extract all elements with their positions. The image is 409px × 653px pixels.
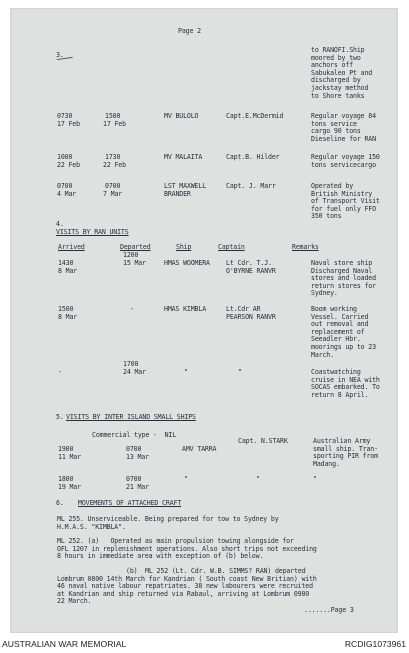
section-number: 3. bbox=[56, 51, 64, 59]
departure-time: 1730 bbox=[105, 153, 121, 161]
paragraph-text: ML 252. (a) Operated as main propulsion towing alongside for bbox=[57, 537, 294, 545]
remarks-text: replacement of bbox=[311, 327, 365, 336]
arrival-time: - bbox=[58, 368, 62, 376]
remarks-text: tons servicecargo bbox=[311, 160, 376, 169]
master-name: Capt.B. Hilder bbox=[226, 153, 280, 161]
paragraph-text: H.M.A.S. "KIMBLA". bbox=[57, 522, 126, 531]
arrival-date: 4 Mar bbox=[57, 189, 77, 198]
departure-date: 7 Mar bbox=[103, 189, 123, 198]
remarks-text: Discharged Naval bbox=[311, 266, 373, 275]
section-heading: VISITS BY RAN UNITS bbox=[56, 228, 129, 236]
captain-name: O'BYRNE RANVR bbox=[226, 266, 276, 275]
arrival-time: 0700 bbox=[57, 182, 73, 190]
remarks-text: cruise in NEA with bbox=[311, 375, 380, 384]
remarks-text: stores and loaded bbox=[311, 274, 376, 283]
departure-time: 1200 bbox=[123, 251, 139, 260]
paragraph-text: at Kandrian and ship returned via Rabaul, arriving at Lombrum 0900 bbox=[57, 589, 310, 598]
ship-name: HMAS WOOMERA bbox=[164, 259, 210, 267]
column-header: Remarks bbox=[292, 243, 319, 251]
remarks-text: cargo 90 tons bbox=[311, 127, 361, 136]
archive-name: AUSTRALIAN WAR MEMORIAL bbox=[2, 639, 127, 649]
section-number: 4. bbox=[56, 220, 64, 228]
paragraph-text: ML 255. Unserviceable. Being prepared for tow to Sydney by bbox=[57, 515, 279, 523]
remarks-text: to RANOFI.Ship bbox=[311, 46, 365, 54]
remarks-text: Boom working bbox=[311, 305, 357, 313]
remarks-text: Sabukaleo Pt and bbox=[311, 68, 373, 77]
departure-date: 22 Feb bbox=[103, 160, 126, 169]
remarks-text: British Ministry bbox=[311, 189, 373, 198]
remarks-text: small ship. Tran- bbox=[313, 444, 378, 453]
remarks-text: return stores for bbox=[311, 281, 376, 290]
commercial-type-line: Commercial type - NIL bbox=[92, 431, 177, 439]
remarks-text: Australian Army bbox=[313, 437, 371, 445]
remarks-text: Operated by bbox=[311, 182, 354, 190]
remarks-text: SOCAS embarked. To bbox=[311, 383, 380, 392]
arrival-time: 19 Mar bbox=[58, 482, 81, 491]
captain-name: Lt.Cdr AR bbox=[226, 305, 261, 313]
remarks-text: out removal and bbox=[311, 320, 369, 329]
paragraph-text: 8 hours in immediate area with exception of (b) below. bbox=[57, 552, 264, 561]
remarks-text: moored by two bbox=[311, 53, 361, 62]
remarks-text: Dieseline for RAN bbox=[311, 134, 376, 143]
remarks-text: moorings up to 23 bbox=[311, 343, 376, 351]
remarks-text: tons service bbox=[311, 119, 357, 128]
remarks-text: sporting PIR from bbox=[313, 452, 378, 461]
captain-name: Capt. N.STARK bbox=[238, 437, 288, 445]
captain-name: Lt Cdr. T.J. bbox=[226, 259, 272, 267]
remarks-text: discharged by bbox=[311, 76, 361, 85]
paragraph-text: Lombrum 0800 14th March for Kandrian ( South coast New Britian) with bbox=[57, 574, 317, 583]
arrival-date: 17 Feb bbox=[57, 119, 80, 128]
archive-footer bbox=[0, 635, 409, 653]
departure-time: 1500 bbox=[105, 112, 121, 120]
remarks-text: Vessel. Carried bbox=[311, 312, 369, 321]
section-number: 6. bbox=[56, 499, 64, 507]
ship-name: BRANDER bbox=[164, 189, 191, 198]
arrival-time: 1500 bbox=[58, 305, 74, 313]
arrival-time: 1430 bbox=[58, 259, 74, 267]
captain-name: " bbox=[238, 368, 242, 376]
arrival-time: 11 Mar bbox=[58, 452, 81, 461]
column-header: Arrived bbox=[58, 243, 85, 251]
departure-time: 13 Mar bbox=[126, 452, 149, 461]
captain-name: " bbox=[256, 475, 260, 483]
remarks-text: March. bbox=[311, 350, 334, 359]
master-name: Capt. J. Marr bbox=[226, 182, 276, 190]
departure-time: 15 Mar bbox=[123, 259, 146, 267]
arrival-time: 0730 bbox=[57, 112, 73, 120]
ship-name: " bbox=[184, 475, 188, 483]
captain-name: PEARSON RANVR bbox=[226, 312, 276, 321]
remarks-text: Seeadler Hbr. bbox=[311, 335, 361, 344]
remarks-text: return 8 April. bbox=[311, 390, 369, 399]
departure-time: 21 Mar bbox=[126, 482, 149, 491]
paragraph-text: (b) ML 252 (Lt. Cdr. W.B. SIMMS? RAN) departed bbox=[126, 567, 306, 575]
arrival-time: 8 Mar bbox=[58, 266, 78, 275]
departure-time: 1700 bbox=[123, 360, 139, 369]
remarks-text: Regular voyage 150 bbox=[311, 153, 380, 161]
arrival-time: 1900 bbox=[58, 445, 74, 453]
departure-time: 0700 bbox=[105, 182, 121, 190]
master-name: Capt.E.McDermid bbox=[226, 112, 284, 120]
remarks-text: 350 tons bbox=[311, 212, 342, 221]
ship-name: " bbox=[184, 368, 188, 376]
remarks-text: anchors off bbox=[311, 61, 354, 70]
ship-name: MV MALAITA bbox=[164, 153, 203, 161]
ship-name: LST MAXWELL bbox=[164, 182, 207, 190]
remarks-text: jackstay method bbox=[311, 84, 369, 92]
record-id: RCDIG1073961 bbox=[344, 639, 406, 649]
remarks-text: Regular voyage 84 bbox=[311, 112, 376, 120]
remarks-text: for fuel only FFO bbox=[311, 204, 376, 213]
remarks-text: of Transport Visit bbox=[311, 197, 380, 206]
paragraph-text: OFL 1207 in replenishment operations. Also short trips not exceeding bbox=[57, 544, 317, 553]
paragraph-text: 46 naval native labour repatriates. 38 new labourers were recruited bbox=[57, 582, 313, 591]
page-number-header: Page 2 bbox=[178, 27, 201, 35]
arrival-time: 1800 bbox=[58, 475, 74, 483]
arrival-date: 22 Feb bbox=[57, 160, 80, 169]
arrival-time: 1000 bbox=[57, 153, 73, 161]
column-header: Departed bbox=[120, 243, 151, 251]
departure-time: - bbox=[130, 305, 134, 313]
departure-date: 17 Feb bbox=[103, 119, 126, 128]
ship-name: AMV TARRA bbox=[182, 445, 217, 453]
section-heading: MOVEMENTS OF ATTACHED CRAFT bbox=[78, 499, 182, 507]
remarks-text: " bbox=[313, 475, 317, 483]
section-number: 5. bbox=[56, 413, 64, 421]
section-heading: VISITS BY INTER ISLAND SMALL SHIPS bbox=[66, 413, 196, 421]
column-header: Ship bbox=[176, 243, 192, 251]
arrival-time: 8 Mar bbox=[58, 312, 78, 321]
remarks-text: Madang. bbox=[313, 459, 340, 468]
remarks-text: to Shore tanks bbox=[311, 91, 365, 100]
departure-time: 24 Mar bbox=[123, 368, 146, 376]
remarks-text: Sydney. bbox=[311, 289, 338, 298]
ship-name: HMAS KIMBLA bbox=[164, 305, 207, 313]
continuation-note: .......Page 3 bbox=[304, 606, 354, 614]
departure-time: 0700 bbox=[126, 475, 142, 483]
paragraph-text: 22 March. bbox=[57, 597, 92, 606]
remarks-text: Naval store ship bbox=[311, 259, 373, 267]
ship-name: MV BULOLO bbox=[164, 112, 199, 120]
column-header: Captain bbox=[218, 243, 245, 251]
departure-time: 0700 bbox=[126, 445, 142, 453]
remarks-text: Coastwatching bbox=[311, 368, 361, 376]
